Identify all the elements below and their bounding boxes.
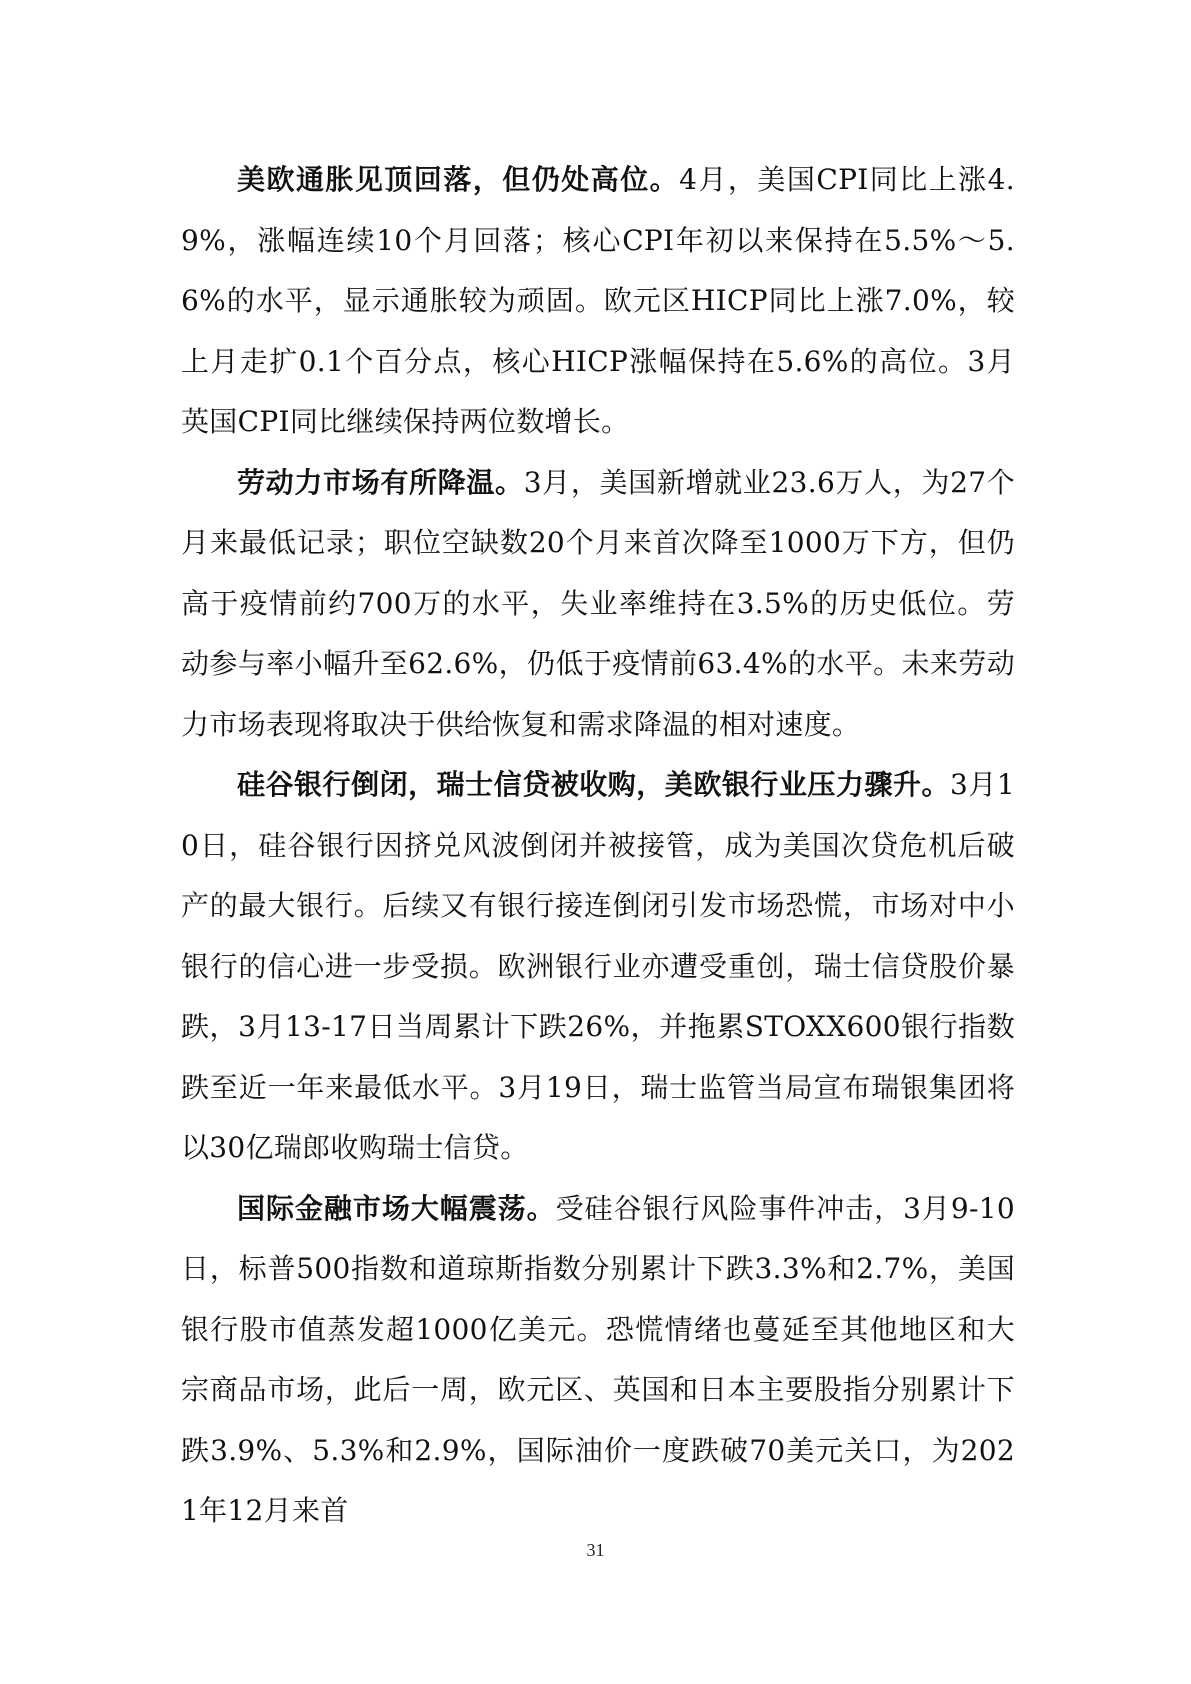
paragraph-lead: 劳动力市场有所降温。 (237, 465, 524, 499)
paragraph-body: 3月10日，硅谷银行因挤兑风波倒闭并被接管，成为美国次贷危机后破产的最大银行。后续又有银行接连倒闭引发市场恐慌，市场对中小银行的信心进一步受损。欧洲银行业亦遭受重创，瑞士信贷股价暴跌，3月13-17日当周累计下跌26%，并拖累STOXX600银行指数跌至近一年来最低水平。3月19日，瑞士监管当局宣布瑞银集团将以30亿瑞郎收购瑞士信贷。 (181, 768, 1015, 1164)
paragraph-lead: 硅谷银行倒闭，瑞士信贷被收购，美欧银行业压力骤升。 (237, 768, 951, 801)
document-page (181, 150, 1015, 1542)
paragraph-lead: 美欧通胀见顶回落，但仍处高位。 (237, 163, 680, 196)
paragraph-labor-market (181, 453, 1015, 756)
paragraph-financial-markets (181, 1179, 1015, 1542)
paragraph-body: 3月，美国新增就业23.6万人，为27个月来最低记录；职位空缺数20个月来首次降至1000万下方，但仍高于疫情前约700万的水平，失业率维持在3.5%的历史低位。劳动参与率小幅升至62.6%，仍低于疫情前63.4%的水平。未来劳动力市场表现将取决于供给恢复和需求降温的相对速度。 (181, 465, 1015, 741)
paragraph-lead: 国际金融市场大幅震荡。 (237, 1191, 556, 1225)
paragraph-body: 4月，美国CPI同比上涨4.9%，涨幅连续10个月回落；核心CPI年初以来保持在5.5%～5.6%的水平，显示通胀较为顽固。欧元区HICP同比上涨7.0%，较上月走扩0.1个百分点，核心HICP涨幅保持在5.6%的高位。3月英国CPI同比继续保持两位数增长。 (181, 163, 1015, 438)
paragraph-body: 受硅谷银行风险事件冲击，3月9-10日，标普500指数和道琼斯指数分别累计下跌3.3%和2.7%，美国银行股市值蒸发超1000亿美元。恐慌情绪也蔓延至其他地区和大宗商品市场，此后一周，欧元区、英国和日本主要股指分别累计下跌3.9%、5.3%和2.9%，国际油价一度跌破70美元关口，为2021年12月来首 (181, 1191, 1015, 1527)
paragraph-banking-stress (181, 755, 1015, 1179)
page-number: 31 (586, 1540, 605, 1560)
paragraph-inflation (181, 150, 1015, 453)
